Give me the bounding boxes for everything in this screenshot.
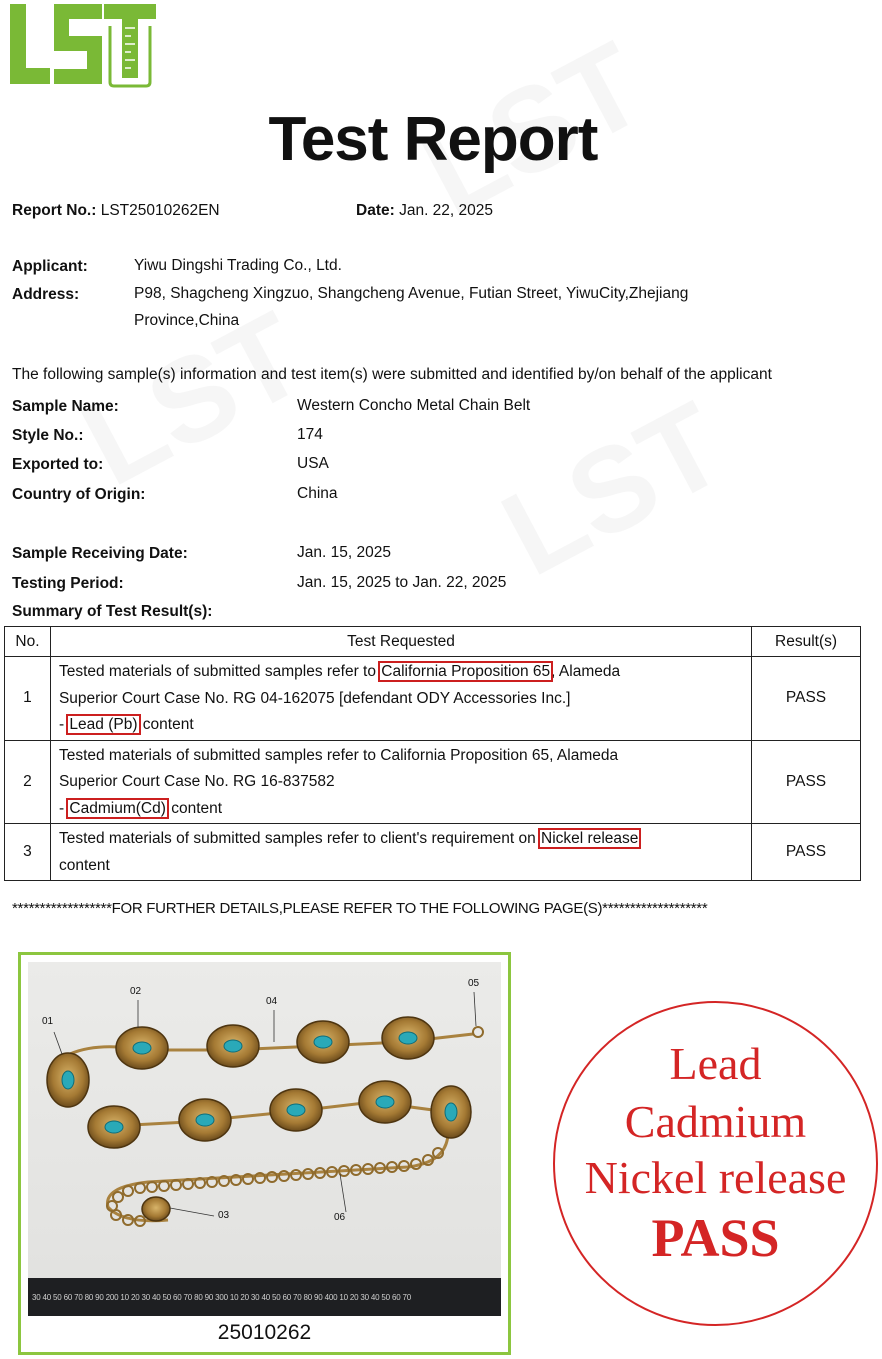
- address-line-1: P98, Shagcheng Xingzuo, Shangcheng Avenue, Futian Street, YiwuCity,Zhejiang: [134, 285, 689, 302]
- report-number: [12, 202, 220, 220]
- lst-logo: [10, 4, 158, 88]
- stamp-result: PASS: [651, 1208, 780, 1268]
- highlight-nickel: Nickel release: [541, 830, 639, 847]
- result-value: PASS: [752, 824, 861, 881]
- column-header: Test Requested: [50, 627, 751, 657]
- address-line-2: Province,China: [134, 312, 240, 329]
- table-row: [5, 824, 861, 881]
- belt-illustration: [28, 962, 501, 1280]
- row-number: 3: [5, 824, 51, 881]
- test-requested: [50, 824, 751, 881]
- exported-to-value: USA: [297, 455, 329, 472]
- test-text: Superior Court Case No. RG 04-162075 [defendant ODY Accessories Inc.]: [58, 689, 571, 707]
- highlight-prop65: California Proposition 65: [381, 663, 551, 680]
- ruler-scale: 30 40 50 60 70 80 90 200 10 20 30 40 50 60 70 80 90 300 10 20 30 40 50 60 70 80 90 400 10 20 30 40 50 60 70: [32, 1293, 411, 1302]
- results-table: [4, 626, 861, 881]
- origin-value: China: [297, 485, 338, 502]
- testing-period-value: Jan. 15, 2025 to Jan. 22, 2025: [297, 574, 507, 591]
- test-text: -: [58, 799, 69, 817]
- row-number: 1: [5, 657, 51, 741]
- receiving-date-label: Sample Receiving Date:: [12, 545, 188, 562]
- test-text: , Alameda: [551, 663, 621, 680]
- exported-to-label: Exported to:: [12, 456, 104, 473]
- photo-caption: 25010262: [217, 1321, 312, 1344]
- address-label: Address:: [12, 286, 80, 303]
- page-title: Test Report: [268, 105, 598, 174]
- testing-period-label: Testing Period:: [12, 575, 124, 592]
- sample-photo: [28, 962, 501, 1280]
- report-number-label: Report No.:: [12, 202, 97, 219]
- table-row: [5, 657, 861, 741]
- stamp-line: Lead: [669, 1038, 762, 1089]
- test-text: content: [138, 716, 194, 733]
- report-date: [356, 202, 493, 220]
- part-label: 01: [42, 1016, 54, 1027]
- style-no-value: 174: [297, 426, 323, 443]
- highlight-lead: Lead (Pb): [69, 716, 138, 733]
- test-text: content: [166, 799, 223, 817]
- report-date-value: Jan. 22, 2025: [399, 202, 494, 219]
- result-value: PASS: [752, 657, 861, 741]
- further-details-note: ******************FOR FURTHER DETAILS,PLEASE REFER TO THE FOLLOWING PAGE(S)*******************: [12, 900, 708, 917]
- stamp-line: Cadmium: [624, 1096, 807, 1147]
- sample-name-label: Sample Name:: [12, 398, 119, 415]
- stamp-line: Nickel release: [584, 1152, 847, 1203]
- intro-text: The following sample(s) information and test item(s) were submitted and identified by/on behalf of the applicant: [12, 366, 772, 383]
- style-no-label: Style No.:: [12, 427, 84, 444]
- origin-label: Country of Origin:: [12, 486, 146, 503]
- report-date-label: Date:: [356, 202, 395, 219]
- part-label: 03: [218, 1210, 230, 1221]
- test-text: -: [58, 716, 69, 733]
- applicant-label: Applicant:: [12, 258, 88, 275]
- part-label: 04: [266, 996, 278, 1007]
- test-text: Tested materials of submitted samples refer to: [58, 663, 381, 680]
- test-text: Superior Court Case No. RG 16-837582: [58, 773, 335, 790]
- result-value: PASS: [752, 740, 861, 824]
- table-row: [5, 740, 861, 824]
- applicant-value: Yiwu Dingshi Trading Co., Ltd.: [134, 257, 342, 274]
- part-label: 02: [130, 986, 142, 997]
- pass-stamp: [553, 1001, 878, 1326]
- part-label: 05: [468, 978, 480, 989]
- test-requested: [50, 740, 751, 824]
- test-text: Tested materials of submitted samples refer to California Proposition 65, Alameda: [58, 746, 619, 764]
- table-header-row: [5, 627, 861, 657]
- receiving-date-value: Jan. 15, 2025: [297, 544, 391, 561]
- test-text: content: [58, 856, 110, 874]
- test-requested: [50, 657, 751, 741]
- measuring-ruler: [28, 1278, 501, 1316]
- test-text: Tested materials of submitted samples refer to client's requirement on: [58, 830, 541, 847]
- part-label: 06: [334, 1212, 346, 1223]
- column-header: No.: [5, 627, 51, 657]
- sample-name-value: Western Concho Metal Chain Belt: [297, 397, 531, 414]
- row-number: 2: [5, 740, 51, 824]
- highlight-cadmium: Cadmium(Cd): [69, 799, 166, 817]
- report-number-value: LST25010262EN: [100, 202, 220, 219]
- column-header: Result(s): [752, 627, 861, 657]
- summary-title: Summary of Test Result(s):: [12, 603, 213, 620]
- sample-photo-frame: [18, 952, 511, 1355]
